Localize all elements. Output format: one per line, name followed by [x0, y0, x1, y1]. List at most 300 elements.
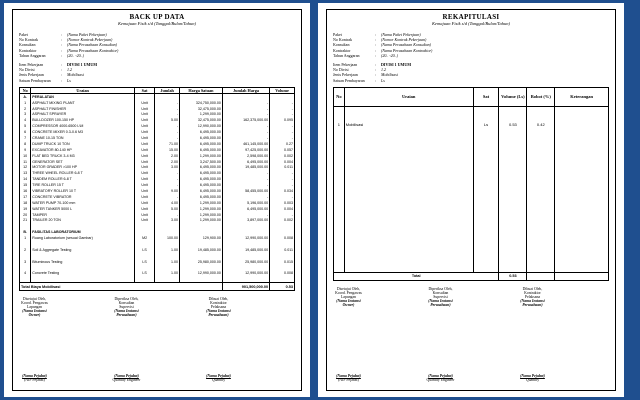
cell-h: 12,990,000.00 [180, 123, 223, 129]
cell-j: 9.00 [155, 188, 180, 194]
project-info [333, 32, 609, 58]
page-title: REKAPITULASI [442, 13, 500, 21]
cell-u: ASPHALT SPRAYER [31, 112, 135, 118]
info-value: (Nama Paket Pekerjaan) [381, 32, 421, 37]
cell-v: 0.095 [270, 117, 295, 123]
signatory [111, 297, 202, 317]
official-name: (Nama Pejabat) [520, 374, 545, 378]
cell-s: Unit [134, 123, 154, 129]
cell-u: Ruang Laboratorium (sesuai Gambar) [31, 235, 135, 241]
cell-j: - [155, 170, 180, 176]
cell-h: 6,495,000.00 [180, 141, 223, 147]
info-colon: : [61, 72, 63, 78]
sign-agency: (Nama Instansi Owner) [22, 309, 47, 318]
cell-no: 1 [20, 235, 31, 241]
info-colon: : [375, 52, 377, 58]
cell-no: 2 [20, 106, 31, 112]
cell-h: 1,299,000.00 [180, 153, 223, 159]
info-value: 1.2 [381, 67, 386, 73]
info-value: (Nama Paket Pekerjaan) [67, 32, 107, 37]
cell-u: CRANE 10-15 TON [31, 135, 135, 141]
cell-h: 32,475,000.00 [180, 117, 223, 123]
cell-v: 0.057 [270, 147, 295, 153]
cell-no: 3 [20, 259, 31, 265]
cell-s: Unit [134, 153, 154, 159]
official-role: (NIP Pejabat) [338, 378, 359, 382]
cell-s: LS [134, 271, 154, 277]
cell-u: COMPRESSOR 4000-6500 L\M [31, 123, 135, 129]
cell-no: 8 [20, 141, 31, 147]
cell-u: THREE WHEEL ROLLER 6-8 T [31, 170, 135, 176]
cell-v: 0.003 [270, 200, 295, 206]
cell-j: 4.00 [155, 200, 180, 206]
cell-no: 7 [20, 135, 31, 141]
cell-jh: - [222, 212, 269, 218]
signatory [333, 287, 424, 307]
cell-no: 16 [20, 188, 31, 194]
cell-no: 1 [20, 100, 31, 106]
cell-v: 0.002 [270, 153, 295, 159]
info-colon: : [375, 62, 377, 68]
info-key: Paket [19, 32, 28, 37]
signature-names [19, 374, 295, 382]
signatory [19, 297, 110, 317]
info-colon: : [61, 62, 63, 68]
cell-no: B. [20, 229, 31, 235]
cell-j: - [155, 100, 180, 106]
cell-h: 6,495,000.00 [180, 176, 223, 182]
cell-u: DUMP TRUCK 10 TON [31, 141, 135, 147]
cell-s: Unit [134, 147, 154, 153]
cell-v: - [270, 100, 295, 106]
cell-no: 12 [20, 165, 31, 171]
info-key: Kontraktor [333, 47, 351, 53]
cell-u: TIRE ROLLER 15 T [31, 182, 135, 188]
cell-h: 1,299,000.00 [180, 212, 223, 218]
column-header: Harga Satuan [180, 87, 223, 93]
cell-u: TAMPER [31, 212, 135, 218]
cell-h: 1,299,000.00 [180, 112, 223, 118]
info-key: Satuan Pembayaran [19, 77, 51, 83]
signature-names [333, 374, 609, 382]
column-header: Sat [473, 87, 499, 106]
column-header: Jumlah Harga [222, 87, 269, 93]
cell-no: 9 [20, 147, 31, 153]
cell-jh: - [222, 135, 269, 141]
cell-s: Unit [134, 106, 154, 112]
cell-u: PERALATAN [31, 93, 135, 99]
info-key: Kontraktor [19, 47, 37, 53]
backup-data-sheet [4, 3, 310, 397]
cell-h: 32,475,000.00 [180, 106, 223, 112]
info-colon: : [375, 67, 377, 73]
cell-j: 1.00 [155, 271, 180, 277]
official-role: Quantity [211, 378, 226, 382]
cell-no: 17 [20, 194, 31, 200]
cell-jh: - [222, 100, 269, 106]
cell-j: - [155, 112, 180, 118]
info-value: (Nama Perusahaan Konsultan) [381, 42, 431, 48]
info-value: (Nomor Kontrak Pekerjaan) [67, 37, 113, 43]
cell-no: 14 [20, 176, 31, 182]
cell-h: 25,980,000.00 [180, 259, 223, 265]
cell-j: 71.00 [155, 141, 180, 147]
signatory-name [333, 374, 424, 382]
info-key: Item Pekerjaan [19, 62, 44, 68]
cell-j: 5.00 [155, 117, 180, 123]
cell-jh: 19,485,000.00 [222, 165, 269, 171]
info-value: (Nama Perusahaan Kontraktor) [381, 47, 433, 53]
info-key: Paket [333, 32, 342, 37]
cell-j: 2.00 [155, 153, 180, 159]
work-info [333, 62, 609, 83]
official-name: (Nama Pejabat) [22, 374, 47, 378]
sign-role: Diperiksa Oleh, [114, 297, 139, 302]
cell-v: 0.008 [270, 271, 295, 277]
rekapitulasi-frame [326, 9, 616, 391]
cell-v: 0.034 [270, 188, 295, 194]
cell-u: FLAT BED TRUCK 3-4 M3 [31, 153, 135, 159]
cell-j: 3.00 [155, 165, 180, 171]
info-value: DIVISI 1 UMUM [381, 62, 411, 68]
official-role: Quantity Engineer [426, 378, 455, 382]
cell-no: 4 [20, 117, 31, 123]
cell-s: Unit [134, 135, 154, 141]
total-label: Total [334, 272, 499, 280]
cell-v: 0.004 [270, 159, 295, 165]
project-info [19, 32, 295, 58]
info-colon: : [375, 72, 377, 78]
signatory-name [111, 374, 202, 382]
cell-j: 1.00 [155, 259, 180, 265]
info-colon: : [375, 32, 377, 37]
column-header: Sat [134, 87, 154, 93]
sign-position: Kontraktor Pelaksana [524, 290, 541, 299]
signatory [425, 287, 516, 307]
cell-u: CONCRETE VIBRATOR [31, 194, 135, 200]
official-role: (NIP Pejabat) [24, 378, 45, 382]
cell-no: A. [20, 93, 31, 99]
cell-no: 6 [20, 129, 31, 135]
column-header: No [20, 87, 31, 93]
cell-no: 20 [20, 212, 31, 218]
cell-jh: - [222, 182, 269, 188]
cell-j: 5.00 [155, 206, 180, 212]
info-colon: : [61, 42, 63, 48]
info-key: No Kontrak [19, 37, 38, 43]
cell-u: Concrete Testing [31, 271, 135, 277]
info-key: Konsultan [19, 42, 36, 48]
column-header: Uraian [344, 87, 473, 106]
cell-s: Ls [473, 122, 499, 127]
cell-u: GENERATOR SET [31, 159, 135, 165]
cell-j: 1.00 [155, 247, 180, 253]
cell-h: 1,299,000.00 [180, 218, 223, 224]
cell-no: 1 [334, 122, 345, 127]
cell-no: 19 [20, 206, 31, 212]
cell-jh: 461,145,000.00 [222, 141, 269, 147]
info-key: No Kontrak [333, 37, 352, 43]
cell-h: 129,900.00 [180, 235, 223, 241]
cell-j: - [155, 176, 180, 182]
cell-s: Unit [134, 117, 154, 123]
page-subtitle: Kemajuan Fisik s/d (Tanggal/Bulan/Tahun) [117, 21, 197, 26]
sign-role: Disetujui Oleh, [336, 286, 361, 291]
cell-jh: 2,598,000.00 [222, 153, 269, 159]
signatory-name [19, 374, 110, 382]
cell-jh: 12,990,000.00 [222, 235, 269, 241]
info-key: Tahun Anggaran [333, 52, 360, 58]
cell-h: 6,495,000.00 [180, 129, 223, 135]
cell-h: 1,299,000.00 [180, 200, 223, 206]
cell-s: LS [134, 259, 154, 265]
info-key: No Divisi [19, 67, 35, 73]
cell-v: - [270, 112, 295, 118]
cell-no: 15 [20, 182, 31, 188]
column-header: Volume [270, 87, 295, 93]
cell-s: Unit [134, 100, 154, 106]
info-colon: : [61, 37, 63, 43]
cell-j: - [155, 212, 180, 218]
info-colon: : [375, 47, 377, 53]
official-name: (Nama Pejabat) [114, 374, 139, 378]
official-name: (Nama Pejabat) [428, 374, 453, 378]
cell-h: 6,495,000.00 [180, 147, 223, 153]
cell-u: TANDEM ROLLER 6-8 T [31, 176, 135, 182]
sign-position: Konsultan Supervisi [432, 290, 449, 299]
cell-v: 0.011 [270, 165, 295, 171]
sign-agency: (Nama Instansi Perusahaan) [428, 298, 453, 307]
signatory-name [203, 374, 294, 382]
info-value: Mobilisasi [381, 72, 398, 78]
cell-no: 4 [20, 271, 31, 277]
cell-u: EXCAVATOR 80-140 HP [31, 147, 135, 153]
cell-j: - [155, 123, 180, 129]
cell-jh: 5,196,000.00 [222, 200, 269, 206]
official-name: (Nama Pejabat) [336, 374, 361, 378]
cell-jh: - [222, 106, 269, 112]
sign-role: Dibuat Oleh, [522, 286, 543, 291]
cell-jh: 25,980,000.00 [222, 259, 269, 265]
rekap-table [333, 87, 609, 281]
sign-position: Konsultan Supervisi [118, 301, 135, 310]
sign-role: Disetujui Oleh, [22, 297, 47, 302]
cell-v: 0.004 [270, 206, 295, 212]
cell-s: Unit [134, 141, 154, 147]
cell-jh: - [222, 112, 269, 118]
info-value: Mobilisasi [67, 72, 84, 78]
cell-v: 0.015 [270, 259, 295, 265]
sign-position: Koord. Pengawas Lapangan [21, 301, 48, 310]
sign-agency: (Nama Instansi Owner) [336, 298, 361, 307]
cell-s: M2 [134, 235, 154, 241]
cell-h: 19,485,000.00 [180, 247, 223, 253]
signature-block [333, 287, 609, 307]
cell-v: - [270, 135, 295, 141]
cell-s: Unit [134, 129, 154, 135]
backup-data-frame [12, 9, 302, 391]
cell-j: 15.00 [155, 147, 180, 153]
info-colon: : [61, 47, 63, 53]
cell-u: CONCRETE MIXER 0.3-0.6 M3 [31, 129, 135, 135]
column-header: No [334, 87, 345, 106]
cell-u: VIBRATORY ROLLER 10 T [31, 188, 135, 194]
cell-u: ASPHALT MIXING PLANT [31, 100, 135, 106]
rekapitulasi-sheet [318, 3, 624, 397]
total-value: 901,500,000.00 [222, 283, 269, 291]
cell-no: 18 [20, 200, 31, 206]
column-header: Volume (Ls) [499, 87, 527, 106]
cell-s: LS [134, 247, 154, 253]
signature-block [19, 297, 295, 317]
cell-v: 0.008 [270, 235, 295, 241]
cell-v: - [270, 212, 295, 218]
info-colon: : [61, 77, 63, 83]
cell-v: - [270, 194, 295, 200]
column-header: Uraian [31, 87, 135, 93]
cell-j: - [155, 135, 180, 141]
info-key: Item Pekerjaan [333, 62, 358, 68]
cell-s: Unit [134, 206, 154, 212]
cell-u: WATER PUMP 70-100 mm [31, 200, 135, 206]
cell-u: Bituminous Testing [31, 259, 135, 265]
cell-jh: 97,425,000.00 [222, 147, 269, 153]
info-value: (20.. -20..) [381, 52, 398, 58]
page-title: BACK UP DATA [129, 13, 185, 21]
cell-j: 3.00 [155, 218, 180, 224]
cell-u: MOTOR GRADER >100 HP [31, 165, 135, 171]
cell-vol: 0.53 [499, 122, 527, 127]
cell-h: 6,495,000.00 [180, 170, 223, 176]
cell-v: - [270, 176, 295, 182]
cell-jh: 3,897,000.00 [222, 218, 269, 224]
cell-no: 2 [20, 247, 31, 253]
cell-jh: 58,455,000.00 [222, 188, 269, 194]
total-value: 0.53 [499, 272, 527, 280]
cell-jh: - [222, 129, 269, 135]
info-colon: : [375, 37, 377, 43]
official-role: Quantity [525, 378, 540, 382]
cell-jh: - [222, 194, 269, 200]
cell-v: - [270, 123, 295, 129]
cell-u: ASPHALT FINISHER [31, 106, 135, 112]
signatory-name [517, 374, 608, 382]
cell-jh: - [222, 123, 269, 129]
cell-j: 100.00 [155, 235, 180, 241]
cell-no: 11 [20, 159, 31, 165]
cell-v: - [270, 182, 295, 188]
cell-s: Unit [134, 194, 154, 200]
total-row [334, 272, 609, 280]
cell-b: 0.42 [527, 122, 555, 127]
cell-h: 3,247,500.00 [180, 159, 223, 165]
cell-jh: 6,495,000.00 [222, 159, 269, 165]
info-value: (20.. -20..) [67, 52, 84, 58]
signatory [517, 287, 608, 307]
info-value: (Nama Perusahaan Kontraktor) [67, 47, 119, 53]
column-header: Jumlah [155, 87, 180, 93]
cell-j: - [155, 182, 180, 188]
info-colon: : [375, 77, 377, 83]
cell-jh: - [222, 170, 269, 176]
cell-s: Unit [134, 212, 154, 218]
cell-u: WATER TANKER 5000 L [31, 206, 135, 212]
cell-v: - [270, 170, 295, 176]
sign-role: Dibuat Oleh, [208, 297, 229, 302]
info-key: Tahun Anggaran [19, 52, 46, 58]
cell-s: Unit [134, 182, 154, 188]
cell-u: BULLDOZER 100-150 HP [31, 117, 135, 123]
cell-no: 5 [20, 123, 31, 129]
info-key: No Divisi [333, 67, 349, 73]
cell-jh: 6,495,000.00 [222, 206, 269, 212]
sign-position: Kontraktor Pelaksana [210, 301, 227, 310]
info-key: Jenis Pekerjaan [333, 72, 358, 78]
info-value: (Nomor Kontrak Pekerjaan) [381, 37, 427, 43]
cell-no: 10 [20, 153, 31, 159]
cell-s: Unit [134, 112, 154, 118]
work-info [19, 62, 295, 83]
info-key: Satuan Pembayaran [333, 77, 365, 83]
cell-no: 13 [20, 170, 31, 176]
sign-agency: (Nama Instansi Perusahaan) [520, 298, 545, 307]
info-value: Ls [67, 77, 71, 83]
cell-h: 6,495,000.00 [180, 135, 223, 141]
cell-j: - [155, 194, 180, 200]
total-label: Total Biaya Mobilisasi [20, 283, 223, 291]
cell-h: 6,495,000.00 [180, 194, 223, 200]
cell-s: Unit [134, 170, 154, 176]
sign-agency: (Nama Instansi Perusahaan) [114, 309, 139, 318]
cell-u: Mobilisasi [344, 122, 473, 127]
signatory-name [425, 374, 516, 382]
info-value: DIVISI 1 UMUM [67, 62, 97, 68]
sign-agency: (Nama Instansi Perusahaan) [206, 309, 231, 318]
cell-u: FASILITAS LABORATORIUM [31, 229, 135, 235]
cell-s: Unit [134, 218, 154, 224]
cell-h: 12,990,000.00 [180, 271, 223, 277]
page-subtitle: Kemajuan Fisik s/d (Tanggal/Bulan/Tahun) [431, 21, 511, 26]
total-row [20, 283, 295, 291]
cell-jh: 12,990,000.00 [222, 271, 269, 277]
sign-position: Koord. Pengawas Lapangan [335, 290, 362, 299]
sign-role: Diperiksa Oleh, [428, 286, 453, 291]
cell-v: 0.011 [270, 247, 295, 253]
column-header: Keterangan [555, 87, 609, 106]
info-value: Ls [381, 77, 385, 83]
cell-h: 6,495,000.00 [180, 165, 223, 171]
cell-v: - [270, 129, 295, 135]
info-colon: : [61, 67, 63, 73]
cell-s: Unit [134, 176, 154, 182]
cell-no: 3 [20, 112, 31, 118]
cell-s: Unit [134, 165, 154, 171]
cell-h: 324,750,000.00 [180, 100, 223, 106]
info-key: Konsultan [333, 42, 350, 48]
cell-h: 1,299,000.00 [180, 206, 223, 212]
cell-s: Unit [134, 159, 154, 165]
cell-j: - [155, 129, 180, 135]
cell-v: 0.002 [270, 218, 295, 224]
cell-j: 2.00 [155, 159, 180, 165]
cell-jh: - [222, 176, 269, 182]
cell-h: 6,495,000.00 [180, 188, 223, 194]
cell-v: 0.27 [270, 141, 295, 147]
cell-h: 6,495,000.00 [180, 182, 223, 188]
cell-jh: 19,485,000.00 [222, 247, 269, 253]
cell-jh: 162,375,000.00 [222, 117, 269, 123]
info-colon: : [61, 52, 63, 58]
